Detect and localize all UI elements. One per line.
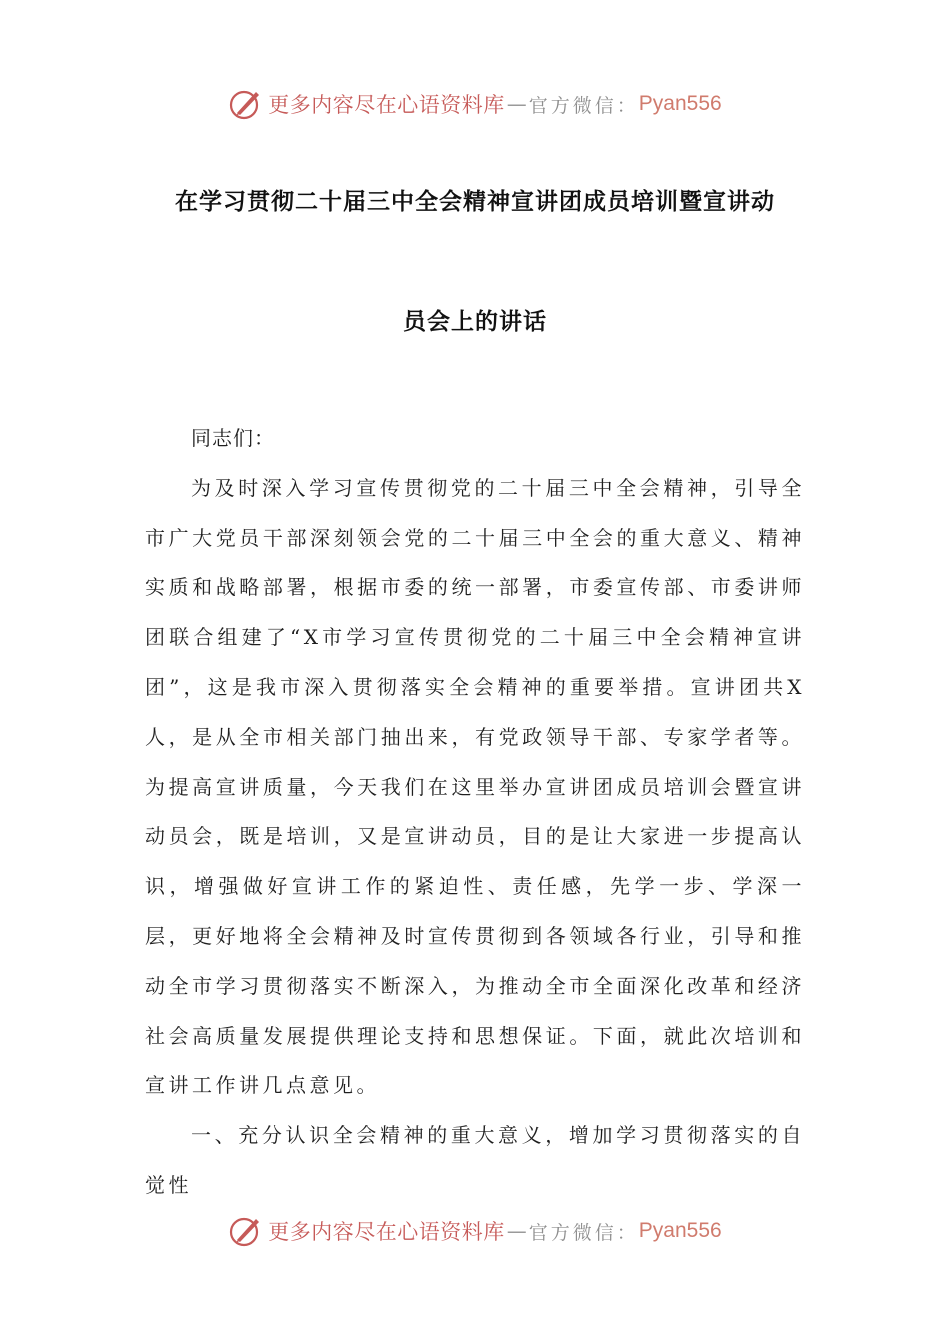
watermark-brand: 更多内容尽在心语资料库 [268, 93, 505, 117]
footer-watermark [0, 1209, 950, 1253]
watermark-brand: 更多内容尽在心语资料库 [268, 1220, 505, 1244]
watermark-dash: — [506, 92, 527, 116]
watermark-wechat-label: 官方微信： [528, 94, 639, 117]
body-paragraph: 为及时深入学习宣传贯彻党的二十届三中全会精神，引导全市广大党员干部深刻领会党的二十届三中全会的重大意义、精神实质和战略部署，根据市委的统一部署，市委宣传部、市委讲师团联合组建了“X市学习宣传贯彻党的二十届三中全会精神宣讲团”，这是我市深入贯彻落实全会精神的重要举措。宣讲团共X人，是从全市相关部门抽出来，有党政领导干部、专家学者等。为提高宣讲质量，今天我们在这里举办宣讲团成员培训会暨宣讲动员会，既是培训，又是宣讲动员，目的是让大家进一步提高认识，增强做好宣讲工作的紧迫性、责任感，先学一步、学深一层，更好地将全会精神及时宣传贯彻到各领域各行业，引导和推动全市学习贯彻落实不断深入，为推动全市全面深化改革和经济社会高质量发展提供理论支持和思想保证。下面，就此次培训和宣讲工作讲几点意见。 [145, 475, 805, 1098]
watermark-wechat-label: 官方微信： [528, 1221, 639, 1244]
header-watermark [0, 82, 950, 126]
watermark-wechat-id: Pyan556 [638, 1219, 722, 1242]
document-title-line-2: 员会上的讲话 [403, 309, 547, 335]
salutation: 同志们： [191, 426, 275, 450]
watermark-dash: — [506, 1219, 527, 1243]
document-body [145, 414, 805, 1211]
quill-logo-icon [228, 86, 264, 122]
quill-logo-icon [228, 1213, 264, 1249]
watermark-wechat-id: Pyan556 [638, 92, 722, 115]
section-heading: 一、充分认识全会精神的重大意义，增加学习贯彻落实的自觉性 [145, 1123, 805, 1197]
document-title-line-1: 在学习贯彻二十届三中全会精神宣讲团成员培训暨宣讲动 [175, 189, 775, 215]
